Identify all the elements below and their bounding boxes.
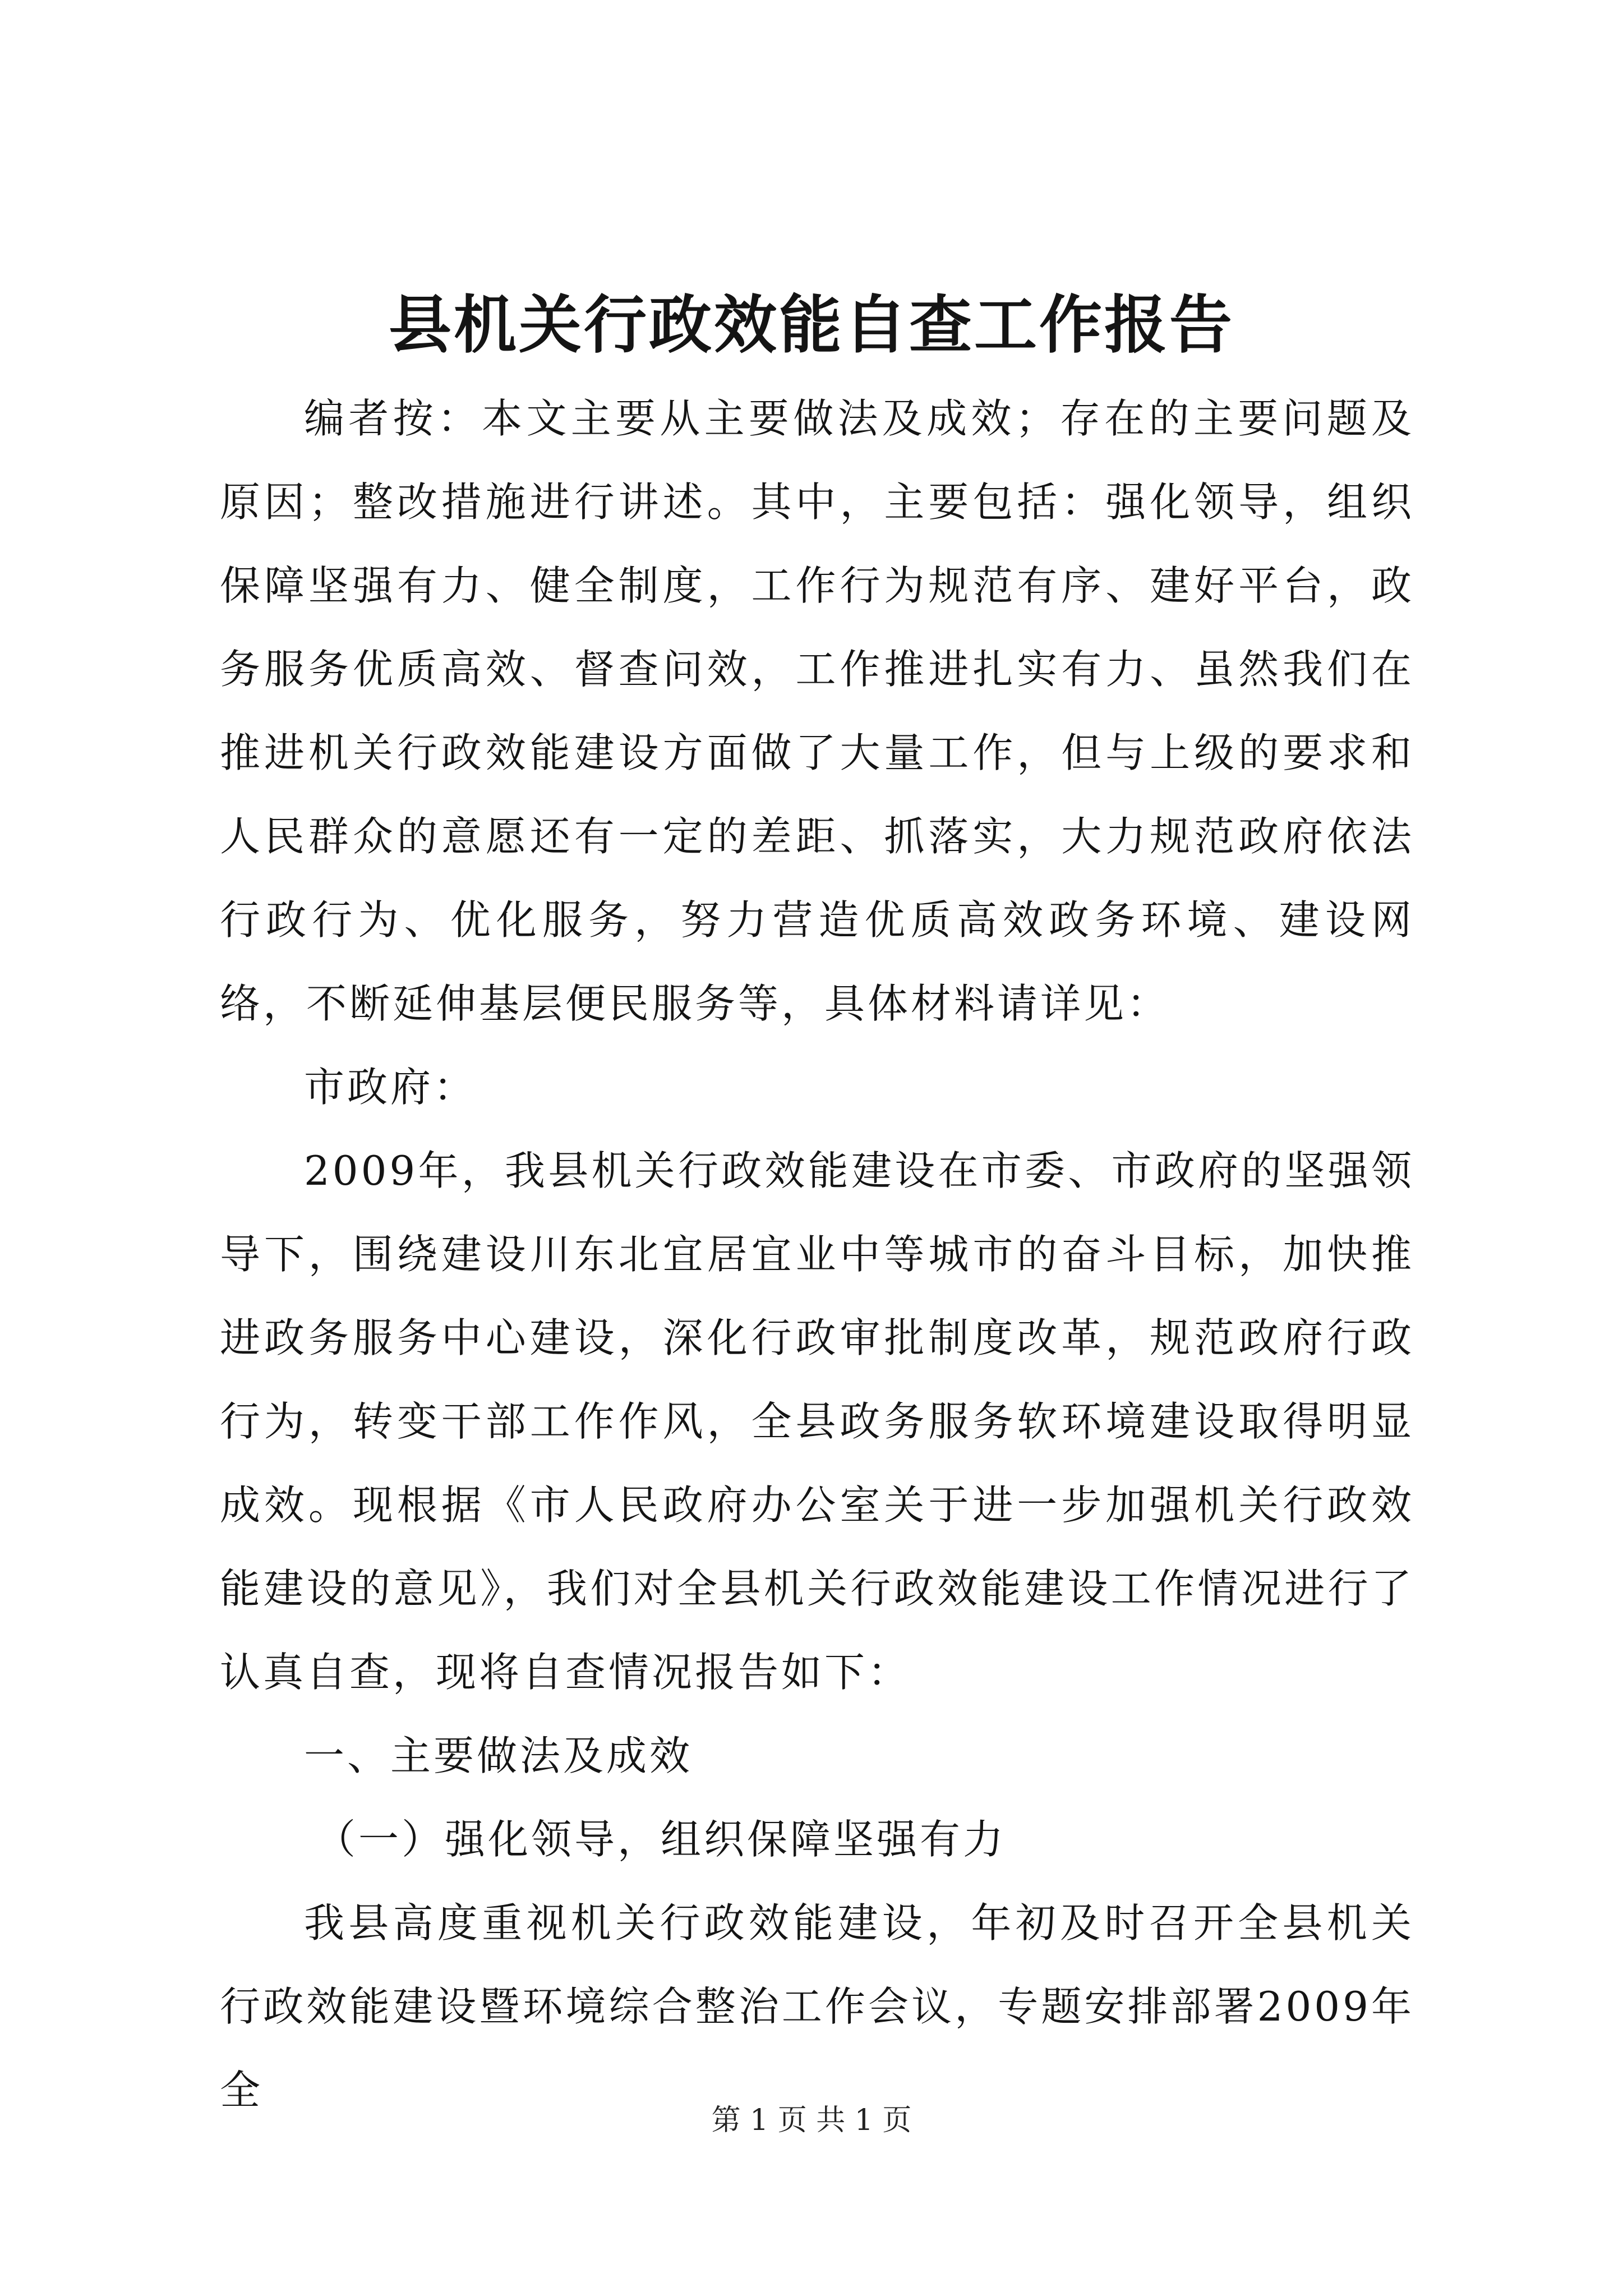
document-body bbox=[220, 377, 1414, 2132]
section-heading: 一、主要做法及成效 bbox=[304, 1732, 693, 1779]
body-paragraph: 我县高度重视机关行政效能建设，年初及时召开全县机关行政效能建设暨环境综合整治工作会议，专题安排部署2009年全 bbox=[220, 1899, 1414, 2114]
page-footer: 第 1 页 共 1 页 bbox=[711, 2104, 912, 2137]
subsection-heading: （一）强化领导，组织保障坚强有力 bbox=[315, 1816, 1007, 1863]
document-title: 县机关行政效能自查工作报告 bbox=[389, 288, 1234, 362]
intro-paragraph: 2009年，我县机关行政效能建设在市委、市政府的坚强领导下，围绕建设川东北宜居宜业中等城市的奋斗目标，加快推进政务服务中心建设，深化行政审批制度改革，规范政府行政行为，转变干部工作作风，全县政务服务软环境建设取得明显成效。现根据《市人民政府办公室关于进一步加强机关行政效能建设的意见》，我们对全县机关行政效能建设工作情况进行了认真自查，现将自查情况报告如下： bbox=[220, 1147, 1414, 1696]
editor-note-paragraph: 编者按：本文主要从主要做法及成效；存在的主要问题及原因；整改措施进行讲述。其中，主要包括：强化领导，组织保障坚强有力、健全制度，工作行为规范有序、建好平台，政务服务优质高效、督查问效，工作推进扎实有力、虽然我们在推进机关行政效能建设方面做了大量工作，但与上级的要求和人民群众的意愿还有一定的差距、抓落实，大力规范政府依法行政行为、优化服务，努力营造优质高效政务环境、建设网络，不断延伸基层便民服务等，具体材料请详见： bbox=[220, 395, 1414, 1027]
salutation: 市政府： bbox=[304, 1064, 477, 1111]
